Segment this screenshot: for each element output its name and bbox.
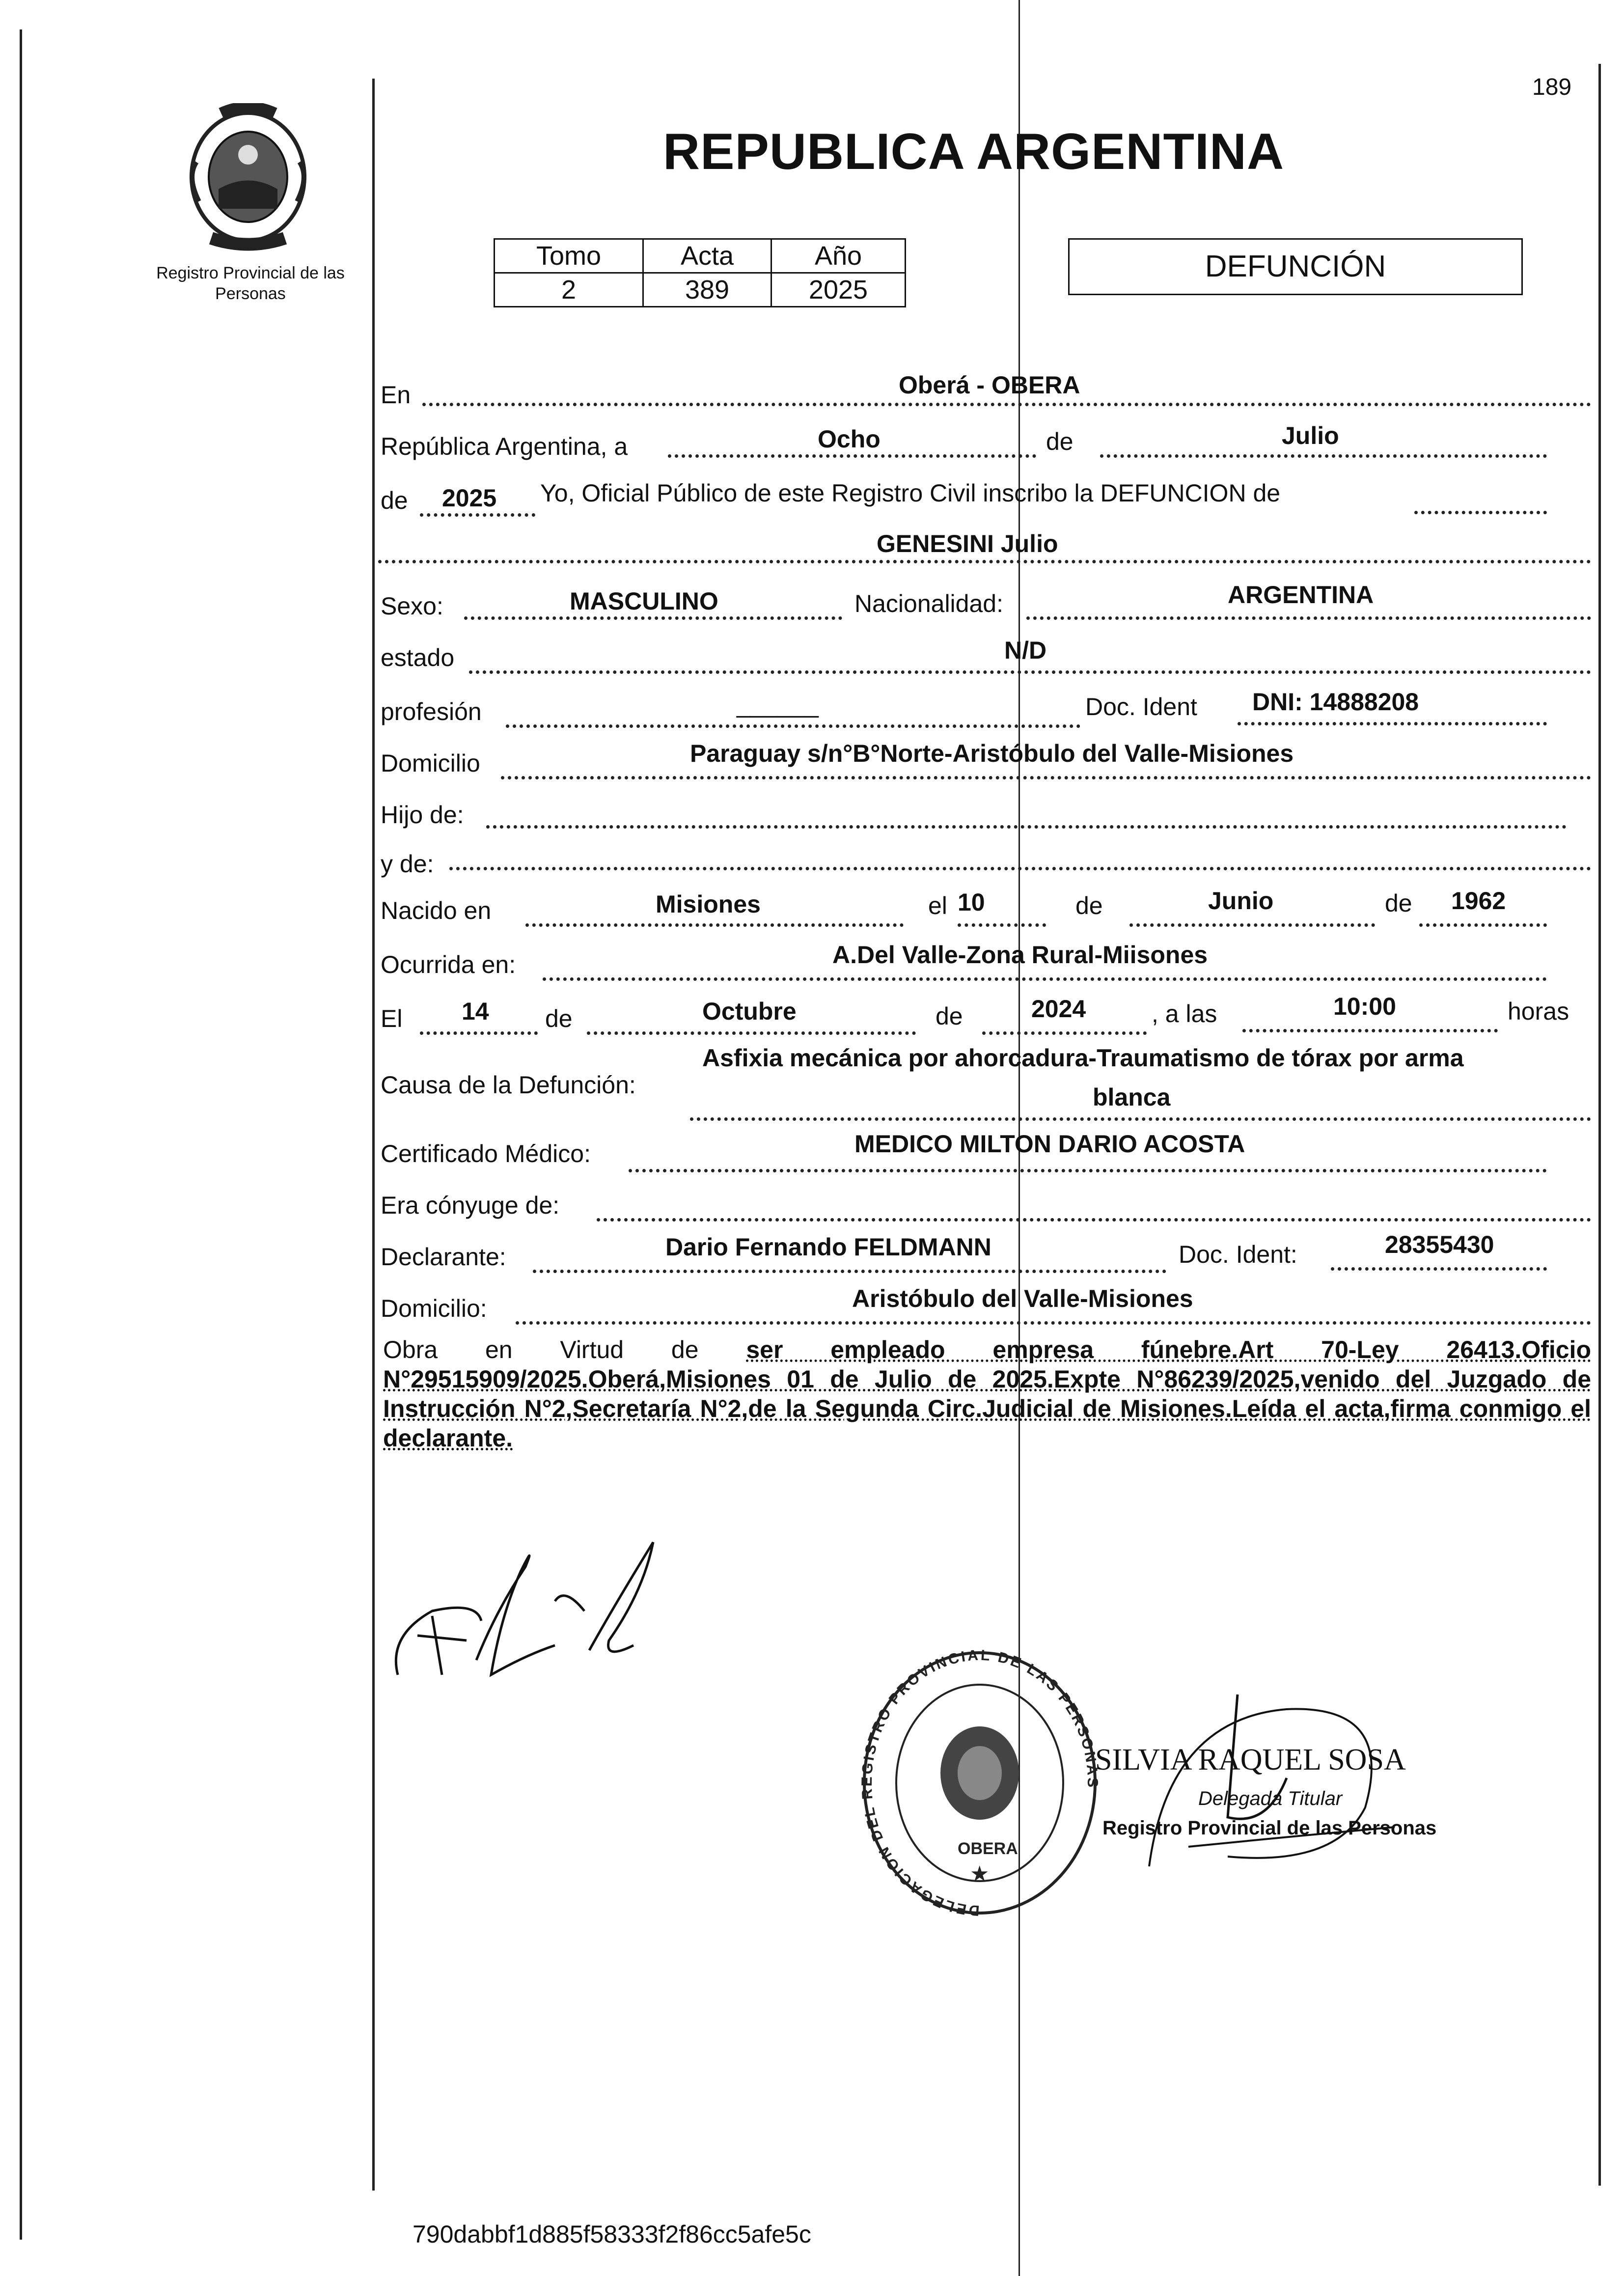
declarante-label: Declarante: [381, 1243, 506, 1271]
death-day-line [420, 1031, 538, 1035]
domicilio-value: Paraguay s/n°B°Norte-Aristóbulo del Valle-Misiones [690, 740, 1294, 767]
profesion-label: profesión [381, 698, 482, 725]
decl-domicilio-value: Aristóbulo del Valle-Misiones [852, 1285, 1193, 1312]
decl-domicilio-line [516, 1321, 1591, 1325]
ocurrida-value: A.Del Valle-Zona Rural-Miisones [832, 941, 1208, 969]
form-left-rule [372, 79, 375, 2191]
stamp-city: OBERA [958, 1839, 1018, 1858]
tomo-header: Tomo [495, 239, 643, 273]
certificado-value: MEDICO MILTON DARIO ACOSTA [854, 1130, 1245, 1158]
domicilio-line [501, 776, 1591, 779]
birth-day-line [958, 923, 1046, 927]
y-de-line [449, 867, 1591, 870]
stamp-star-icon: ★ [970, 1861, 990, 1887]
estado-label: estado [381, 644, 455, 671]
de-label-6: de [936, 1002, 963, 1030]
birth-year-value: 1962 [1451, 887, 1506, 915]
stamp-ring-text: DELEGACION DEL REGISTRO PROVINCIAL DE LAS PERSONAS [858, 1647, 1101, 1919]
decl-doc-label: Doc. Ident: [1179, 1241, 1297, 1268]
death-month-value: Octubre [702, 998, 797, 1025]
acta-value: 389 [643, 273, 771, 307]
estado-value: N/D [1004, 637, 1047, 664]
declarante-value: Dario Fernando FELDMANN [665, 1233, 991, 1261]
official-signature [1139, 1680, 1483, 1886]
registry-caption: Registro Provincial de las Personas [156, 264, 345, 303]
decl-doc-line [1331, 1267, 1547, 1271]
official-role: Delegada Titular [1198, 1788, 1343, 1809]
birth-month-line [1129, 923, 1375, 927]
obra-text: ser empleado empresa fúnebre.Art 70-Ley 26413.Oficio N°29515909/2025.Oberá,Misiones 01 de Julio de 2025.Expte N°86239/2025,venido del Juzgado de Instrucción N°2,Secretaría N°2,de la Segunda Circ.Judicial de Misiones.Leída el acta,firma conmigo el declarante. [383, 1336, 1591, 1452]
horas-label: horas [1508, 998, 1569, 1025]
ocurrida-label: Ocurrida en: [381, 951, 516, 978]
ano-header: Año [771, 239, 906, 273]
day-line [668, 454, 1036, 458]
decl-domicilio-label: Domicilio: [381, 1295, 487, 1322]
nacido-value: Misiones [656, 890, 761, 918]
de-label-5: de [545, 1005, 573, 1032]
sexo-value: MASCULINO [570, 587, 718, 615]
record-table [494, 238, 906, 307]
nacido-line [525, 923, 904, 927]
city-line [422, 403, 1591, 406]
deed-type-box: DEFUNCIÓN [1068, 238, 1523, 295]
ano-value: 2025 [771, 273, 906, 307]
provincial-seal-icon [167, 103, 329, 255]
de-label-3: de [1075, 892, 1103, 919]
deceased-name: GENESINI Julio [877, 530, 1058, 557]
page-number: 189 [1532, 74, 1572, 100]
inscribe-line [1414, 511, 1547, 514]
obra-prefix: Obra en Virtud de [383, 1336, 699, 1363]
year-value: 2025 [442, 484, 497, 512]
death-time-value: 10:00 [1333, 993, 1396, 1020]
hijo-line [486, 825, 1567, 829]
sexo-line [464, 616, 842, 620]
causa-line-1: Asfixia mecánica por ahorcadura-Traumatismo de tórax por arma [702, 1044, 1464, 1072]
nacionalidad-label: Nacionalidad: [854, 590, 1003, 617]
conyuge-label: Era cónyuge de: [381, 1192, 560, 1219]
el-label: el [928, 892, 947, 919]
death-month-line [587, 1031, 916, 1035]
causa-line [690, 1117, 1591, 1121]
doc-ident-value: DNI: 14888208 [1252, 688, 1419, 716]
city-value: Oberá - OBERA [899, 371, 1080, 399]
certificado-line [629, 1169, 1547, 1172]
birth-month-value: Junio [1208, 887, 1274, 915]
form-right-rule [1598, 64, 1601, 2186]
document-title: REPUBLICA ARGENTINA [663, 123, 1285, 180]
el2-label: El [381, 1005, 403, 1032]
year-line [420, 513, 535, 517]
acta-header: Acta [643, 239, 771, 273]
obra-paragraph [383, 1335, 1591, 1453]
document-hash: 790dabbf1d885f58333f2f86cc5afe5c [413, 2220, 811, 2248]
ocurrida-line [543, 977, 1547, 981]
inscribe-text: Yo, Oficial Público de este Registro Civil inscribo la DEFUNCION de [540, 479, 1281, 507]
profesion-value: ______ [737, 691, 819, 718]
nacido-label: Nacido en [381, 897, 492, 924]
a-las-label: , a las [1152, 1000, 1217, 1027]
decl-doc-value: 28355430 [1385, 1231, 1494, 1258]
doc-ident-line [1238, 722, 1547, 725]
nacionalidad-line [1026, 616, 1591, 620]
declarante-line [533, 1270, 1166, 1273]
month-line [1100, 454, 1547, 458]
y-de-label: y de: [381, 850, 434, 878]
name-line [378, 560, 1591, 563]
de-label-4: de [1385, 889, 1412, 917]
declarant-signature [378, 1513, 712, 1699]
doc-ident-label: Doc. Ident [1085, 693, 1197, 721]
delegation-stamp [852, 1631, 1107, 1935]
en-label: En [381, 381, 411, 409]
birth-year-line [1419, 923, 1547, 927]
record-header-row [495, 239, 906, 273]
day-value: Ocho [818, 425, 881, 453]
death-year-value: 2024 [1031, 995, 1086, 1023]
death-year-line [982, 1031, 1147, 1035]
record-value-row [495, 273, 906, 307]
republica-label: República Argentina, a [381, 433, 628, 460]
causa-line-2: blanca [1093, 1083, 1171, 1111]
de-label-2: de [381, 487, 408, 514]
sexo-label: Sexo: [381, 592, 443, 620]
left-margin-line [20, 29, 22, 2240]
official-name: SILVIA RAQUEL SOSA [1095, 1743, 1406, 1776]
birth-day-value: 10 [958, 888, 985, 916]
month-value: Julio [1282, 422, 1339, 449]
domicilio-label: Domicilio [381, 749, 480, 777]
tomo-value: 2 [495, 273, 643, 307]
hijo-label: Hijo de: [381, 801, 464, 829]
death-day-value: 14 [462, 998, 489, 1025]
official-office: Registro Provincial de las Personas [1102, 1817, 1437, 1839]
death-time-line [1242, 1029, 1498, 1032]
de-label-1: de [1046, 428, 1073, 455]
nacionalidad-value: ARGENTINA [1228, 581, 1374, 609]
causa-label: Causa de la Defunción: [381, 1071, 636, 1099]
profesion-line [506, 724, 1080, 728]
conyuge-line [597, 1218, 1591, 1221]
certificado-label: Certificado Médico: [381, 1140, 591, 1167]
estado-line [469, 670, 1591, 674]
